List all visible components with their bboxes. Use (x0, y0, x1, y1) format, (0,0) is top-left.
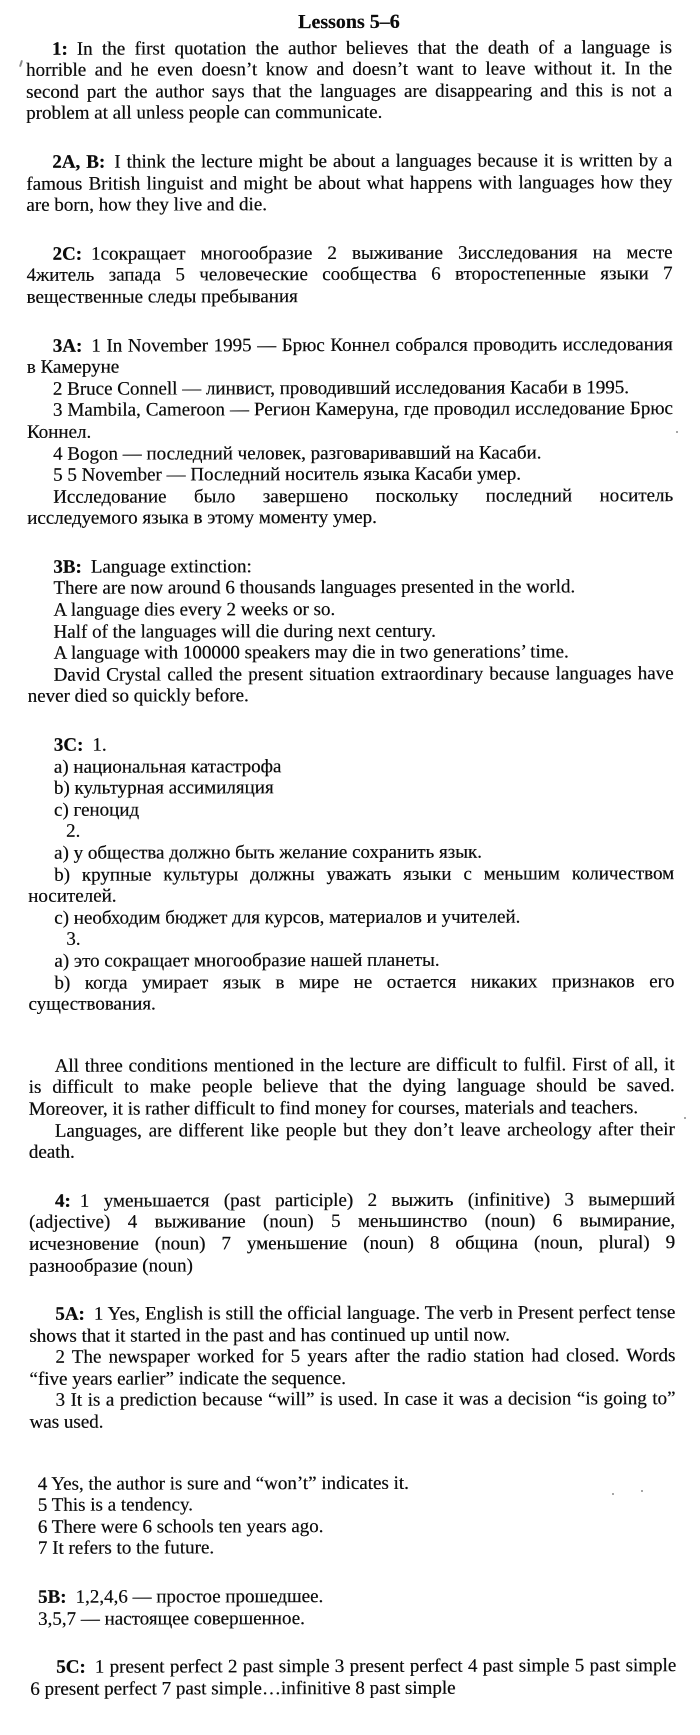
section-3a (27, 334, 673, 379)
section-label: 4: (54, 1190, 71, 1212)
section-5c (30, 1655, 676, 1700)
paragraph-text: 2 The newspaper worked for 5 years after the radio station had closed. Words “five years earlier” indicate the sequence. (29, 1345, 676, 1390)
section-2c (26, 242, 672, 308)
section-label: 5C: (56, 1656, 86, 1678)
paragraph-text: 3 Mambila, Cameroon — Регион Камеруна, где проводил исследование Брюс Коннел. (26, 398, 673, 443)
paragraph-text: 2 Bruce Connell — линвист, проводивший исследования Касаби в 1995. (52, 376, 629, 400)
paragraph (28, 776, 674, 799)
scan-speck (684, 1117, 686, 1119)
paragraph (29, 1389, 675, 1434)
paragraph-text: 7 It refers to the future. (37, 1537, 215, 1560)
section-label: 5A: (55, 1303, 85, 1325)
section-label: 2A, B: (52, 151, 106, 173)
section-label: 3A: (52, 335, 83, 357)
section-2ab (26, 150, 672, 216)
paragraph-text: 3. (66, 929, 81, 951)
paragraph (38, 1537, 676, 1560)
paragraph (27, 598, 673, 621)
paragraph-text: Language extinction: (90, 556, 252, 578)
paragraph (28, 971, 674, 1016)
paragraph-text: A language dies every 2 weeks or so. (53, 599, 336, 621)
paragraph (27, 398, 673, 443)
paragraph-text: 1 уменьшается (past participle) 2 выжить (infinitive) 3 вымерший (adjective) 4 выживание (noun) 5 меньшинство (noun) 6 вымирание, исчезновение (noun) 7 уменьшение (noun) 8 община (noun, plural) 9 разнообразие (noun) (28, 1188, 676, 1277)
paragraph-text: 4 Bogon — последний человек, разговаривавший на Касаби. (52, 442, 542, 465)
section-3b (27, 555, 673, 578)
section-label: 3B: (53, 556, 82, 578)
paragraph-text: 1,2,4,6 — простое прошедшее. (75, 1586, 324, 1608)
paragraph-text: 1. (92, 734, 107, 756)
scan-speck (612, 1493, 614, 1495)
section-label: 2C: (52, 243, 83, 265)
paragraph-text: b) культурная ассимиляция (53, 777, 274, 799)
section-4 (29, 1189, 675, 1277)
paragraph (28, 863, 674, 908)
paragraph (29, 1345, 675, 1390)
paragraph (27, 463, 673, 486)
paragraph (27, 377, 673, 400)
scan-speck (641, 1490, 643, 1492)
paragraph (38, 1493, 676, 1516)
section-label: 1: (51, 38, 68, 60)
paragraph-text: 1 In November 1995 — Брюс Коннел собрался проводить исследования в Камеруне (26, 333, 673, 378)
paragraph (28, 906, 674, 929)
paragraph (28, 755, 674, 778)
paragraph-text: I think the lecture might be about a languages because it is written by a famous British linguist and might be about what happens with languages how they are born, how they live and die. (26, 150, 673, 217)
paragraph (38, 1472, 676, 1495)
paragraph-text: Half of the languages will die during next century. (53, 620, 436, 643)
paragraph-text: In the first quotation the author believes that the death of a language is horrible and he even doesn’t know and doesn’t want to leave without it. In the second part the author says that the languages are disappearing and this is not a problem at all unless people can communicate. (25, 36, 673, 125)
paragraph (28, 798, 674, 821)
paragraph (38, 1515, 676, 1538)
paragraph-text: All three conditions mentioned in the lecture are difficult to fulfil. First of all, it is difficult to make people believe that the dying language should be saved. Moreover, it is rather difficult to find money for courses, materials and teachers. (28, 1053, 675, 1120)
paragraph-text: 1 Yes, English is still the official language. The verb in Present perfect tense shows that it started in the past and has continued up until now. (29, 1302, 676, 1347)
paragraph-text: 6 There were 6 schools ten years ago. (37, 1515, 324, 1538)
paragraph-text: Languages, are different like people but they don’t leave archeology after their death. (28, 1118, 675, 1163)
section-label: 3C: (53, 734, 84, 756)
paragraph-text: a) это сокращает многообразие нашей планеты. (54, 949, 440, 972)
section-label: 5B: (37, 1586, 67, 1608)
page-title: Lessons 5–6 (297, 10, 400, 34)
paragraph-text: c) геноцид (53, 799, 140, 821)
paragraph-text: c) необходим бюджет для курсов, материалов и учителей. (54, 906, 521, 929)
paragraph-text: A language with 100000 speakers may die in two generations’ time. (53, 641, 569, 665)
paragraph-text: David Crystal called the present situation extraordinary because languages have never died so quickly before. (27, 662, 674, 708)
paragraph-text: 3,5,7 — настоящее совершенное. (37, 1607, 305, 1630)
paragraph-text: Исследование было завершено поскольку последний носитель исследуемого языка в этому моменту умер. (27, 484, 674, 530)
paragraph (29, 1054, 675, 1120)
paragraph-text: 3 It is a prediction because “will” is used. In case it was a decision “is going to” was used. (29, 1388, 676, 1433)
paragraph (28, 949, 674, 972)
paragraph-text: 4 Yes, the author is sure and “won’t” indicates it. (37, 1472, 409, 1495)
section-3c (28, 733, 674, 756)
answer-key-content (26, 37, 676, 1700)
paragraph (27, 442, 673, 465)
paragraph (29, 1119, 675, 1164)
paragraph-text: b) когда умирает язык в мире не остается никаких признаков его существования. (28, 970, 675, 1016)
paragraph (27, 663, 673, 708)
paragraph-text: b) крупные культуры должны уважать языки с меньшим количеством носителей. (28, 862, 675, 908)
paragraph (27, 577, 673, 600)
scan-speck (676, 431, 678, 433)
paragraph (38, 1607, 676, 1630)
paragraph-text: 1сокращает многообразие 2 выживание 3исследования на месте 4житель запада 5 человеческие сообщества 6 второстепенные языки 7 вещественные следы пребывания (26, 241, 673, 308)
paragraph (28, 928, 674, 951)
paragraph (27, 620, 673, 643)
paragraph-text: 1 present perfect 2 past simple 3 present perfect 4 past simple 5 past simple 6 present perfect 7 past simple…infinitive 8 past simple (30, 1655, 677, 1700)
text-column (26, 11, 676, 1700)
paragraph-text: a) у общества должно быть желание сохранить язык. (53, 841, 482, 864)
scan-speck (19, 60, 23, 67)
paragraph (27, 641, 673, 664)
paragraph-text: There are now around 6 thousands languages presented in the world. (53, 576, 576, 600)
section-5b (38, 1585, 676, 1608)
paragraph (28, 841, 674, 864)
paragraph-text: a) национальная катастрофа (53, 755, 282, 778)
section-1 (26, 37, 672, 125)
paragraph (27, 485, 673, 530)
paragraph-text: 5 5 November — Последний носитель языка Касаби умер. (52, 463, 521, 486)
section-5a (29, 1302, 675, 1347)
paragraph (28, 820, 674, 843)
paragraph-text: 2. (65, 821, 81, 843)
paragraph-text: 5 This is a tendency. (37, 1494, 193, 1517)
